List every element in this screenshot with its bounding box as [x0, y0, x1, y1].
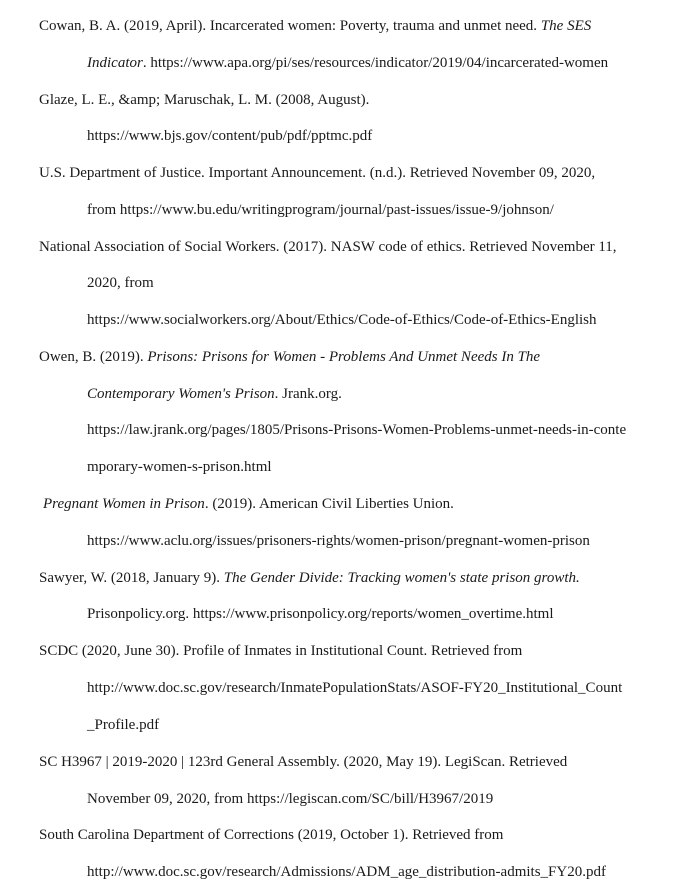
reference-text: Sawyer, W. (2018, January 9). [39, 570, 224, 586]
reference-title: Indicator [87, 55, 143, 71]
reference-owen-cont [87, 384, 342, 404]
reference-text: 2020, from [87, 275, 154, 291]
reference-url[interactable]: from https://www.bu.edu/writingprogram/journal/past-issues/issue-9/johnson/ [87, 202, 554, 218]
reference-glaze: Glaze, L. E., &amp; Maruschak, L. M. (2008, August). [39, 92, 370, 108]
reference-url[interactable]: https://www.bjs.gov/content/pub/pdf/pptmc.pdf [87, 128, 373, 144]
reference-title: Prisons: Prisons for Women - Problems And Unmet Needs In The [147, 349, 541, 365]
reference-text: Cowan, B. A. (2019, April). Incarcerated women: Poverty, trauma and unmet need. [39, 18, 541, 34]
reference-nasw: National Association of Social Workers. (2017). NASW code of ethics. Retrieved November 11, [39, 239, 617, 255]
reference-url[interactable]: November 09, 2020, from https://legiscan.com/SC/bill/H3967/2019 [87, 791, 494, 807]
reference-url[interactable]: http://www.doc.sc.gov/research/InmatePopulationStats/ASOF-FY20_Institutional_Count [87, 680, 623, 696]
reference-cowan [39, 16, 591, 36]
reference-text: . Jrank.org. [274, 386, 342, 402]
reference-usdoj: U.S. Department of Justice. Important Announcement. (n.d.). Retrieved November 09, 2020, [39, 165, 596, 181]
reference-scdc: SCDC (2020, June 30). Profile of Inmates in Institutional Count. Retrieved from [39, 643, 523, 659]
reference-url[interactable]: Prisonpolicy.org. https://www.prisonpolicy.org/reports/women_overtime.html [87, 606, 554, 622]
reference-url[interactable]: https://www.socialworkers.org/About/Ethics/Code-of-Ethics/Code-of-Ethics-English [87, 312, 597, 328]
reference-sawyer [39, 568, 580, 588]
reference-text: Owen, B. (2019). [39, 349, 148, 365]
reference-text: . (2019). American Civil Liberties Union. [204, 496, 454, 512]
reference-url[interactable]: . https://www.apa.org/pi/ses/resources/indicator/2019/04/incarcerated-women [142, 55, 609, 71]
reference-aclu [43, 494, 454, 514]
reference-url[interactable]: _Profile.pdf [87, 717, 160, 733]
reference-title: Contemporary Women's Prison [87, 386, 275, 402]
reference-title: The Gender Divide: Tracking women's state prison growth. [223, 570, 580, 586]
reference-scdoc: South Carolina Department of Corrections (2019, October 1). Retrieved from [39, 827, 504, 843]
reference-cowan-cont [87, 53, 608, 73]
reference-url[interactable]: http://www.doc.sc.gov/research/Admissions/ADM_age_distribution-admits_FY20.pdf [87, 864, 606, 880]
reference-title: Pregnant Women in Prison [43, 496, 205, 512]
reference-title: The SES [540, 18, 592, 34]
reference-url[interactable]: https://www.aclu.org/issues/prisoners-rights/women-prison/pregnant-women-prison [87, 533, 590, 549]
reference-url[interactable]: https://law.jrank.org/pages/1805/Prisons-Prisons-Women-Problems-unmet-needs-in-conte [87, 422, 627, 438]
reference-sch3967: SC H3967 | 2019-2020 | 123rd General Assembly. (2020, May 19). LegiScan. Retrieved [39, 754, 568, 770]
reference-url[interactable]: mporary-women-s-prison.html [87, 459, 272, 475]
reference-owen [39, 347, 540, 367]
